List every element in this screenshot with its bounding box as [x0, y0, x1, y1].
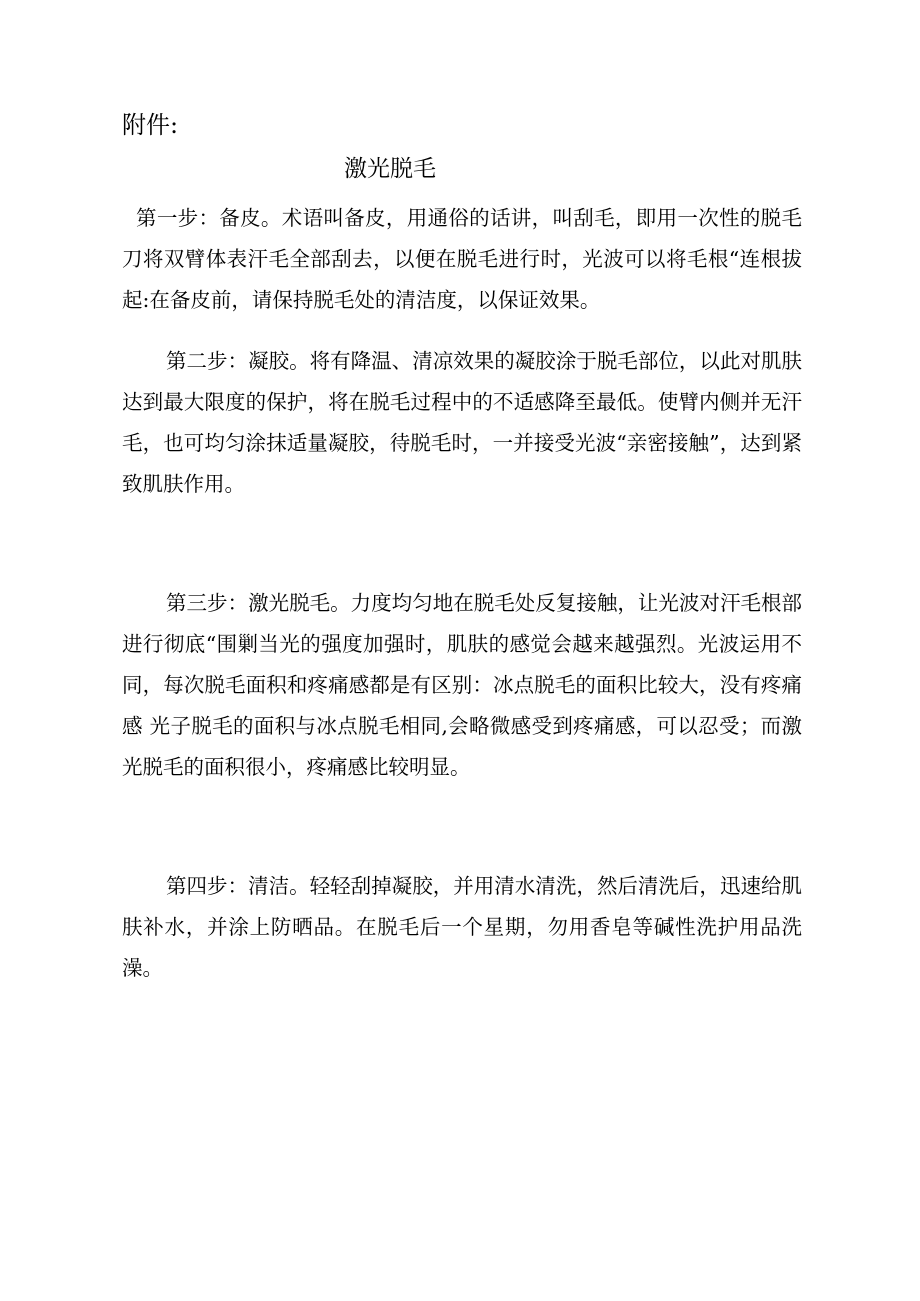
attachment-label: 附件:	[122, 111, 179, 139]
paragraph-step-2: 第二步：凝胶。将有降温、清凉效果的凝胶涂于脱毛部位，以此对肌肤达到最大限度的保护，将在脱毛过程中的不适感降至最低。使臂内侧并无汗毛，也可均匀涂抹适量凝胶，待脱毛时，一并接受光波“亲密接触”，达到紧致肌肤作用。	[122, 349, 802, 496]
paragraph-step-4: 第四步：清洁。轻轻刮掉凝胶，并用清水清洗，然后清洗后，迅速给肌肤补水，并涂上防晒品。在脱毛后一个星期，勿用香皂等碱性洗护用品洗澡。	[122, 874, 802, 980]
paragraph-step-3: 第三步：激光脱毛。力度均匀地在脱毛处反复接触，让光波对汗毛根部进行彻底“围剿当光的强度加强时，肌肤的感觉会越来越强烈。光波运用不同，每次脱毛面积和疼痛感都是有区别：冰点脱毛的面积比较大，没有疼痛感 光子脱毛的面积与冰点脱毛相同,会略微感受到疼痛感，可以忍受；而激光脱毛的面积很小，疼痛感比较明显。	[122, 591, 802, 779]
document-title: 激光脱毛	[344, 156, 436, 182]
paragraph-step-1: 第一步：备皮。术语叫备皮，用通俗的话讲，叫刮毛，即用一次性的脱毛刀将双臂体表汗毛全部刮去，以便在脱毛进行时，光波可以将毛根“连根拔起:在备皮前，请保持脱毛处的清洁度，以保证效果。	[122, 206, 802, 312]
